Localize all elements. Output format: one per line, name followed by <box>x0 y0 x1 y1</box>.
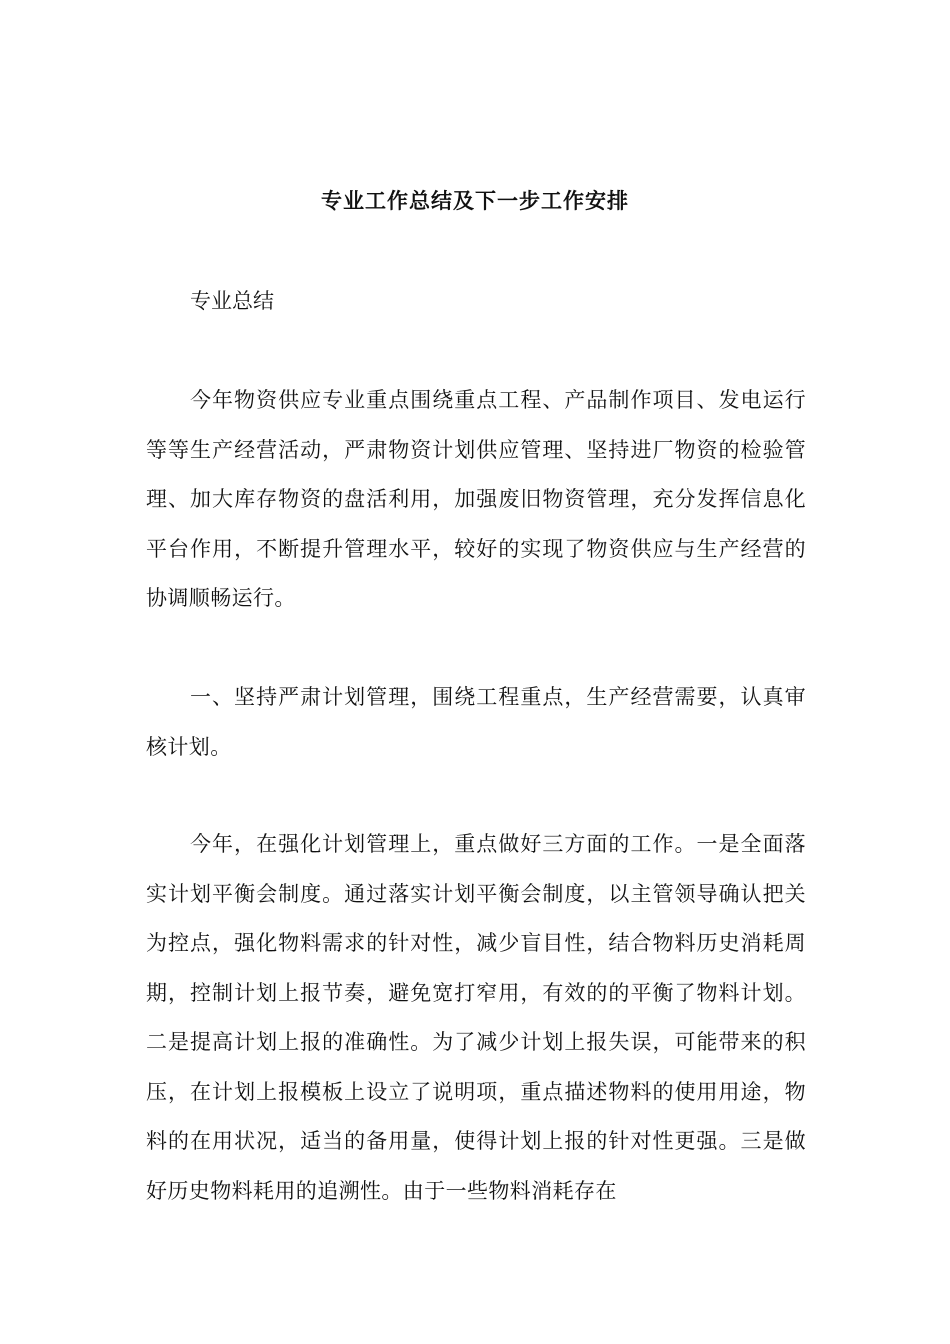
paragraph-plan-management: 今年，在强化计划管理上，重点做好三方面的工作。一是全面落实计划平衡会制度。通过落实计划平衡会制度，以主管领导确认把关为控点，强化物料需求的针对性，减少盲目性，结合物料历史消耗周期，控制计划上报节奏，避免宽打窄用，有效的的平衡了物料计划。二是提高计划上报的准确性。为了减少计划上报失误，可能带来的积压，在计划上报模板上设立了说明项，重点描述物料的使用用途，物料的在用状况，适当的备用量，使得计划上报的针对性更强。三是做好历史物料耗用的追溯性。由于一些物料消耗存在 <box>146 832 806 1203</box>
paragraph-overview: 今年物资供应专业重点围绕重点工程、产品制作项目、发电运行等等生产经营活动，严肃物资计划供应管理、坚持进厂物资的检验管理、加大库存物资的盘活利用，加强废旧物资管理，充分发挥信息化平台作用，不断提升管理水平，较好的实现了物资供应与生产经营的协调顺畅运行。 <box>146 388 806 610</box>
section-heading: 专业总结 <box>190 289 274 313</box>
paragraph-item-one-heading: 一、坚持严肃计划管理，围绕工程重点，生产经营需要，认真审核计划。 <box>146 685 806 759</box>
document-title: 专业工作总结及下一步工作安排 <box>321 188 629 213</box>
